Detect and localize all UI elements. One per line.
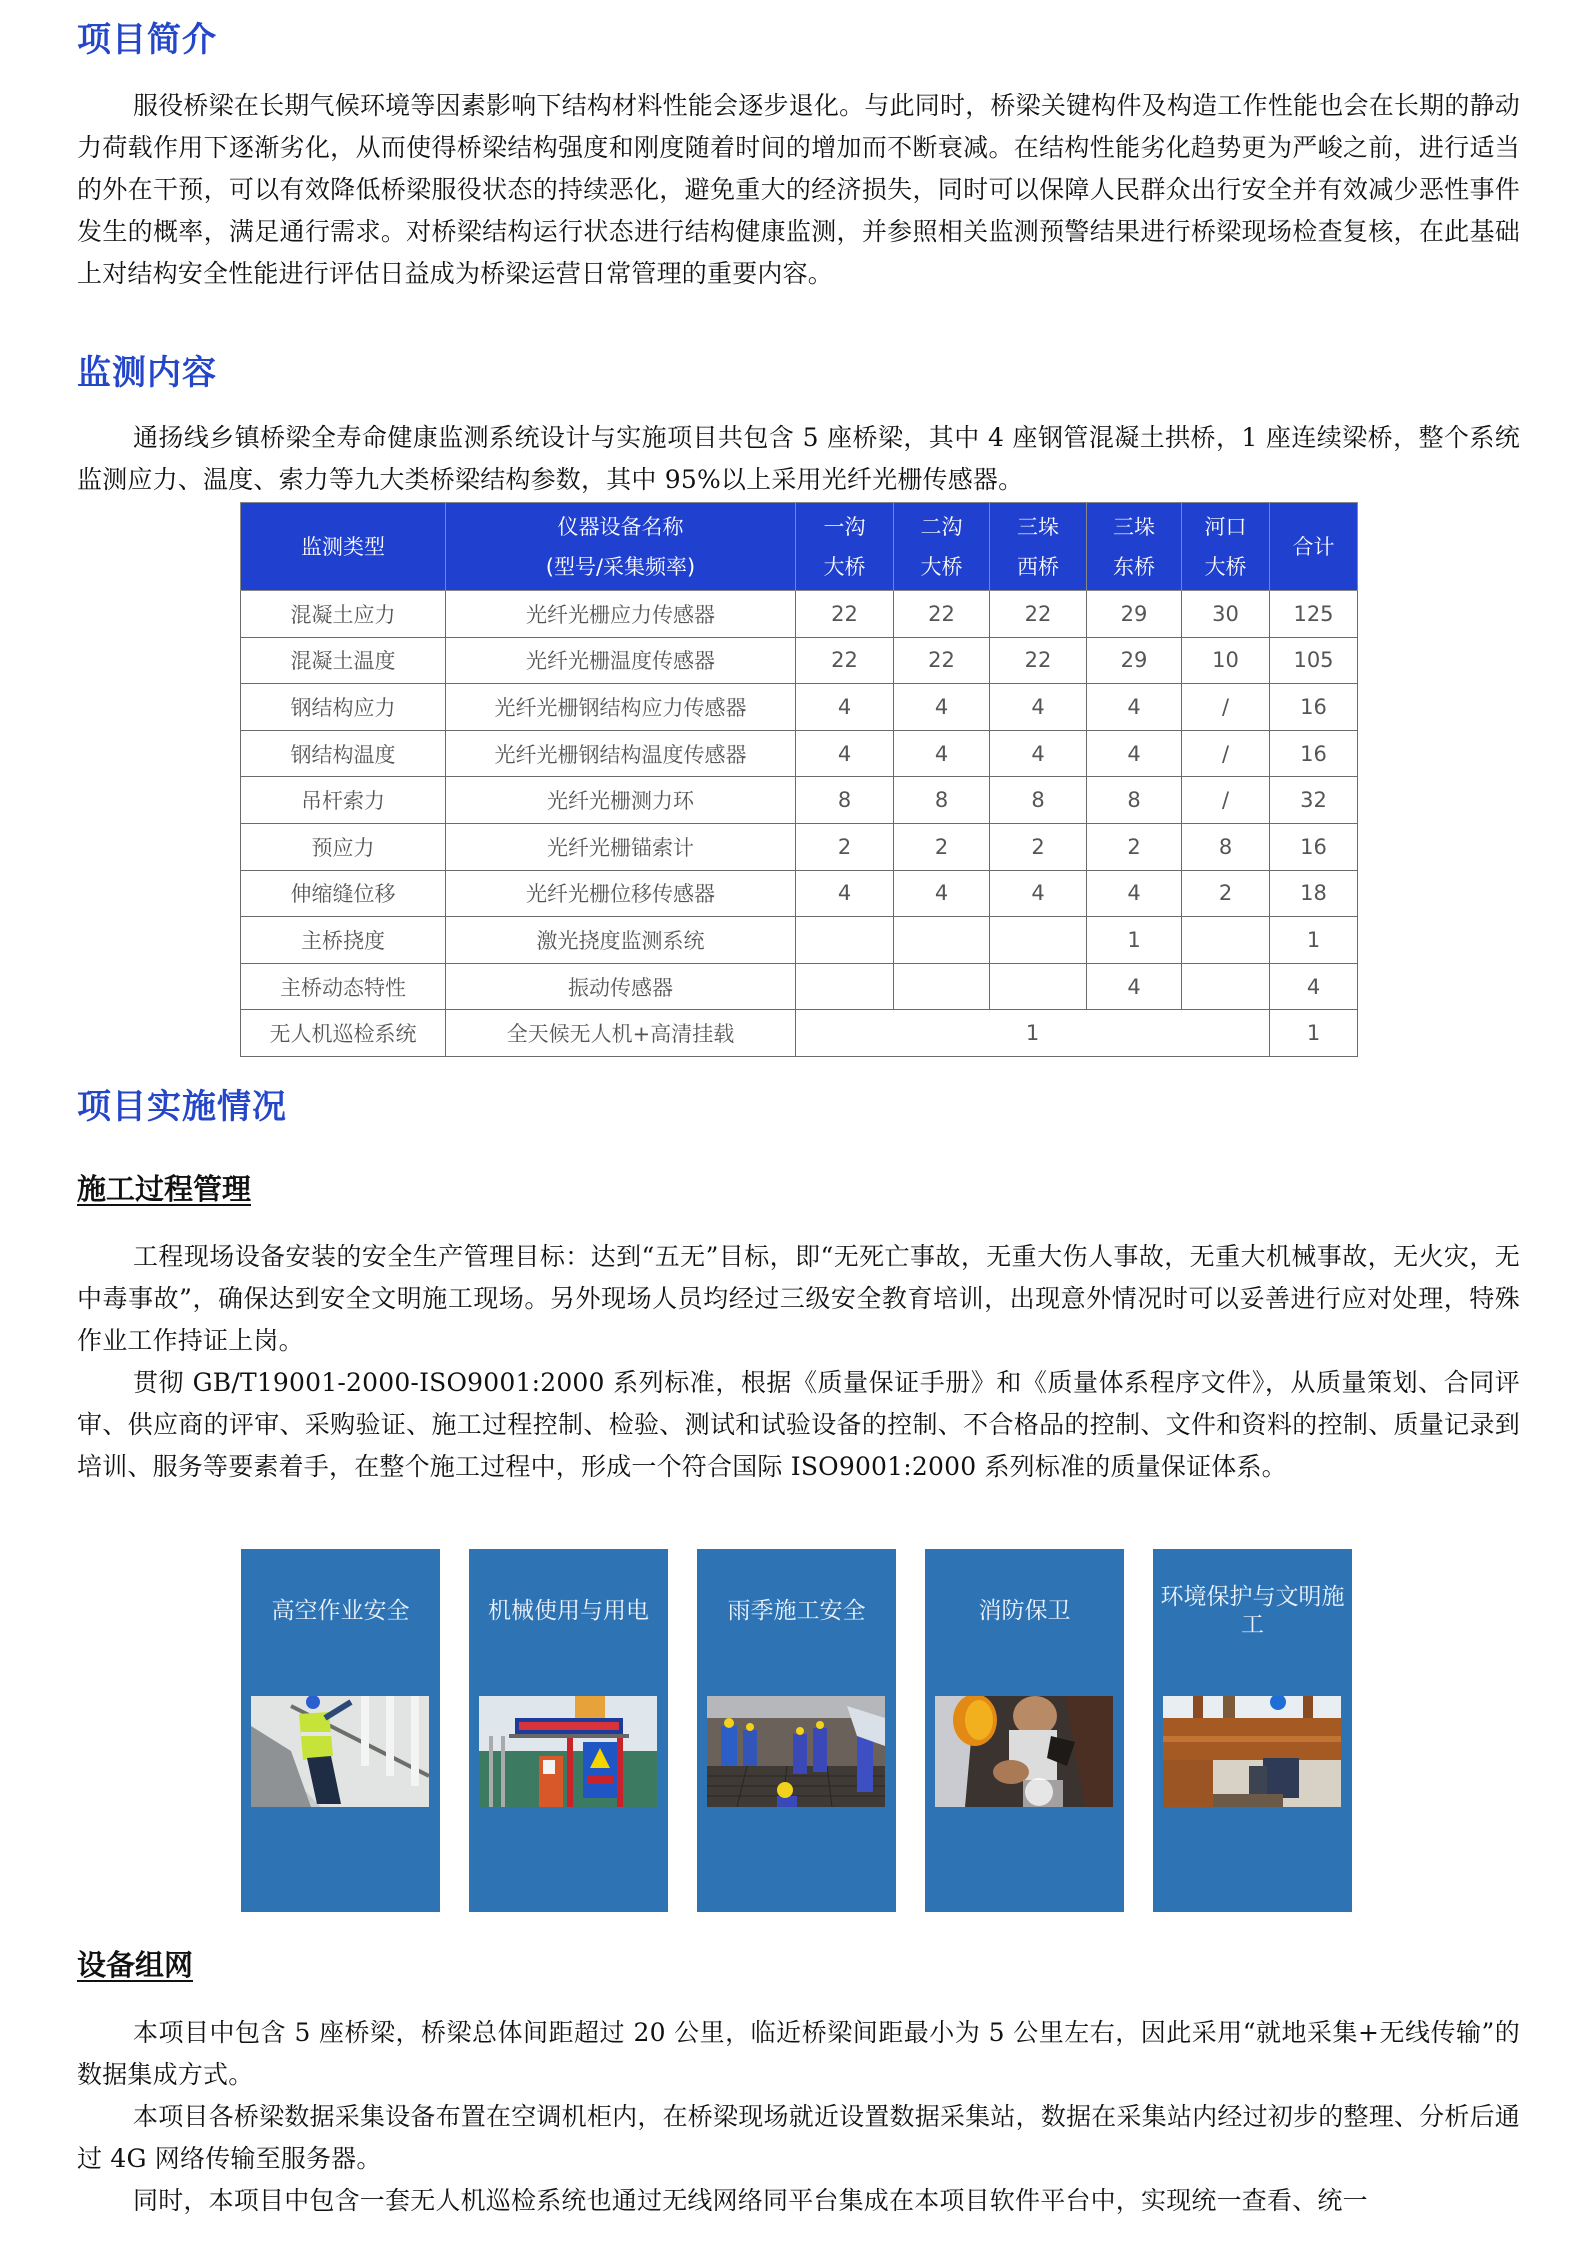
table-row xyxy=(241,684,1358,731)
cell-value: 8 xyxy=(990,777,1087,824)
panel-title: 消防保卫 xyxy=(978,1598,1071,1624)
cell-value: 4 xyxy=(1087,963,1182,1010)
header-bridge-2-line1: 二沟 xyxy=(920,514,963,539)
header-bridge-4-line1: 三垛 xyxy=(1113,514,1155,539)
monitoring-table xyxy=(240,502,1358,1057)
cell-type: 混凝土温度 xyxy=(241,637,446,684)
cell-total: 1 xyxy=(1270,917,1358,964)
cell-total: 1 xyxy=(1270,1010,1358,1057)
cell-value: 4 xyxy=(1087,870,1182,917)
cell-type: 主桥动态特性 xyxy=(241,963,446,1010)
header-bridge-1-line2: 大桥 xyxy=(823,554,866,579)
cell-value: 8 xyxy=(1182,823,1270,870)
panel-title: 高空作业安全 xyxy=(271,1598,410,1624)
construction-paragraph-2: 贯彻 GB/T19001-2000-ISO9001:2000 系列标准，根据《质量保证手册》和《质量体系程序文件》，从质量策划、合同评审、供应商的评审、采购验证、施工过程控制、检验、测试和试验设备的控制、不合格品的控制、文件和资料的控制、质量记录到培训、服务等要素着手，在整个施工过程中，形成一个符合国际 ISO9001:2000 系列标准的质量保证体系。 xyxy=(77,1368,1520,1481)
cell-value: 4 xyxy=(1087,684,1182,731)
cell-merged-value: 1 xyxy=(796,1010,1270,1057)
cell-value: 8 xyxy=(894,777,990,824)
section-title-intro: 项目简介 xyxy=(77,20,217,60)
cell-value: 1 xyxy=(1087,917,1182,964)
cell-value: 4 xyxy=(990,684,1087,731)
cell-total: 4 xyxy=(1270,963,1358,1010)
table-row xyxy=(241,777,1358,824)
cell-value xyxy=(1182,917,1270,964)
cell-device: 光纤光栅钢结构温度传感器 xyxy=(446,730,796,777)
cell-value: 2 xyxy=(796,823,894,870)
header-bridge-2 xyxy=(894,503,990,591)
cell-device: 激光挠度监测系统 xyxy=(446,917,796,964)
cell-value: 4 xyxy=(1087,730,1182,777)
cell-value: 4 xyxy=(894,730,990,777)
machinery-electric-panel xyxy=(469,1549,668,1912)
header-bridge-5-line2: 大桥 xyxy=(1204,554,1247,579)
table-row xyxy=(241,730,1358,777)
table-header-row xyxy=(241,503,1358,591)
header-device xyxy=(446,503,796,591)
cell-value xyxy=(894,917,990,964)
electrical-booth-photo xyxy=(479,1696,657,1807)
subsection-title-network: 设备组网 xyxy=(77,1948,194,1982)
construction-paragraph-1: 工程现场设备安装的安全生产管理目标：达到“五无”目标，即“无死亡事故，无重大伤人事故，无重大机械事故，无火灾，无中毒事故”，确保达到安全文明施工现场。另外现场人员均经过三级安全教育培训，出现意外情况时可以妥善进行应对处理，特殊作业工作持证上岗。 xyxy=(77,1242,1520,1355)
cell-total: 18 xyxy=(1270,870,1358,917)
cell-total: 16 xyxy=(1270,730,1358,777)
cell-device: 光纤光栅位移传感器 xyxy=(446,870,796,917)
cell-type: 主桥挠度 xyxy=(241,917,446,964)
cell-value: 29 xyxy=(1087,591,1182,638)
cell-value: 2 xyxy=(894,823,990,870)
cell-value: 8 xyxy=(796,777,894,824)
header-bridge-3-line1: 三垛 xyxy=(1017,514,1059,539)
cell-total: 105 xyxy=(1270,637,1358,684)
network-paragraph-2: 本项目各桥梁数据采集设备布置在空调机柜内，在桥梁现场就近设置数据采集站，数据在采集站内经过初步的整理、分析后通过 4G 网络传输至服务器。 xyxy=(77,2102,1520,2173)
table-row xyxy=(241,917,1358,964)
cell-type: 钢结构应力 xyxy=(241,684,446,731)
cell-type: 钢结构温度 xyxy=(241,730,446,777)
cell-value: 4 xyxy=(990,870,1087,917)
header-total: 合计 xyxy=(1270,503,1358,591)
cell-value: 4 xyxy=(990,730,1087,777)
cell-value: 22 xyxy=(796,637,894,684)
safety-panel xyxy=(241,1549,440,1912)
fire-security-panel xyxy=(925,1549,1124,1912)
cell-value: 22 xyxy=(894,637,990,684)
cell-value: 4 xyxy=(796,870,894,917)
cell-value xyxy=(1182,963,1270,1010)
cell-total: 32 xyxy=(1270,777,1358,824)
section-title-implementation: 项目实施情况 xyxy=(77,1087,287,1127)
cell-value: 4 xyxy=(894,684,990,731)
panel-title: 机械使用与用电 xyxy=(488,1598,649,1624)
cell-value: 4 xyxy=(894,870,990,917)
rain-construction-photo xyxy=(707,1696,885,1807)
header-bridge-3-line2: 西桥 xyxy=(1017,554,1059,579)
cell-type: 吊杆索力 xyxy=(241,777,446,824)
subsection-title-construction: 施工过程管理 xyxy=(77,1172,252,1206)
header-bridge-2-line2: 大桥 xyxy=(920,554,963,579)
cell-value: 2 xyxy=(1182,870,1270,917)
cell-value: 10 xyxy=(1182,637,1270,684)
cell-value: 22 xyxy=(796,591,894,638)
cell-value: 8 xyxy=(1087,777,1182,824)
intro-paragraph: 服役桥梁在长期气候环境等因素影响下结构材料性能会逐步退化。与此同时，桥梁关键构件及构造工作性能也会在长期的静动力荷载作用下逐渐劣化，从而使得桥梁结构强度和刚度随着时间的增加而不断衰减。在结构性能劣化趋势更为严峻之前，进行适当的外在干预，可以有效降低桥梁服役状态的持续恶化，避免重大的经济损失，同时可以保障人民群众出行安全并有效减少恶性事件发生的概率，满足通行需求。对桥梁结构运行状态进行结构健康监测，并参照相关监测预警结果进行桥梁现场检查复核，在此基础上对结构安全性能进行评估日益成为桥梁运营日常管理的重要内容。 xyxy=(77,91,1520,288)
cell-value: 4 xyxy=(796,730,894,777)
network-paragraph-1: 本项目中包含 5 座桥梁，桥梁总体间距超过 20 公里，临近桥梁间距最小为 5 公里左右，因此采用“就地采集+无线传输”的数据集成方式。 xyxy=(77,2018,1520,2089)
header-device-line2: (型号/采集频率) xyxy=(545,554,696,579)
header-bridge-3 xyxy=(990,503,1087,591)
cell-value: 29 xyxy=(1087,637,1182,684)
cell-total: 16 xyxy=(1270,823,1358,870)
header-bridge-1 xyxy=(796,503,894,591)
header-bridge-1-line1: 一沟 xyxy=(823,514,866,539)
cell-device: 光纤光栅应力传感器 xyxy=(446,591,796,638)
environment-panel xyxy=(1153,1549,1352,1912)
table-row xyxy=(241,1010,1358,1057)
worker-on-bridge-photo xyxy=(251,1696,429,1807)
cell-value xyxy=(894,963,990,1010)
table-row xyxy=(241,870,1358,917)
cell-value xyxy=(796,963,894,1010)
cell-value: 22 xyxy=(990,637,1087,684)
header-bridge-5 xyxy=(1182,503,1270,591)
header-type: 监测类型 xyxy=(241,503,446,591)
table-row xyxy=(241,823,1358,870)
cell-value xyxy=(796,917,894,964)
cell-value: 2 xyxy=(990,823,1087,870)
cell-device: 光纤光栅测力环 xyxy=(446,777,796,824)
cell-value xyxy=(990,917,1087,964)
cell-total: 125 xyxy=(1270,591,1358,638)
steel-beam-photo xyxy=(1163,1696,1341,1807)
cell-device: 光纤光栅锚索计 xyxy=(446,823,796,870)
panel-title: 环境保护与文明施工 xyxy=(1160,1584,1345,1638)
cell-device: 光纤光栅温度传感器 xyxy=(446,637,796,684)
cell-value: / xyxy=(1182,777,1270,824)
cell-value: 22 xyxy=(990,591,1087,638)
cell-device: 全天候无人机+高清挂载 xyxy=(446,1010,796,1057)
cell-type: 无人机巡检系统 xyxy=(241,1010,446,1057)
cell-device: 振动传感器 xyxy=(446,963,796,1010)
welding-photo xyxy=(935,1696,1113,1807)
cell-type: 伸缩缝位移 xyxy=(241,870,446,917)
section-title-monitoring: 监测内容 xyxy=(77,353,217,393)
cell-value xyxy=(990,963,1087,1010)
cell-value: 22 xyxy=(894,591,990,638)
header-bridge-5-line1: 河口 xyxy=(1204,514,1247,539)
cell-device: 光纤光栅钢结构应力传感器 xyxy=(446,684,796,731)
cell-total: 16 xyxy=(1270,684,1358,731)
header-device-line1: 仪器设备名称 xyxy=(557,514,684,539)
cell-value: / xyxy=(1182,684,1270,731)
cell-type: 混凝土应力 xyxy=(241,591,446,638)
table-row xyxy=(241,591,1358,638)
cell-value: / xyxy=(1182,730,1270,777)
cell-type: 预应力 xyxy=(241,823,446,870)
table-row xyxy=(241,963,1358,1010)
rainy-season-panel xyxy=(697,1549,896,1912)
table-row xyxy=(241,637,1358,684)
header-bridge-4-line2: 东桥 xyxy=(1113,554,1155,579)
header-bridge-4 xyxy=(1087,503,1182,591)
network-paragraph-3: 同时，本项目中包含一套无人机巡检系统也通过无线网络同平台集成在本项目软件平台中，实现统一查看、统一 xyxy=(133,2186,1368,2215)
panel-title: 雨季施工安全 xyxy=(727,1598,866,1624)
cell-value: 4 xyxy=(796,684,894,731)
cell-value: 30 xyxy=(1182,591,1270,638)
cell-value: 2 xyxy=(1087,823,1182,870)
monitoring-paragraph: 通扬线乡镇桥梁全寿命健康监测系统设计与实施项目共包含 5 座桥梁，其中 4 座钢管混凝土拱桥，1 座连续梁桥，整个系统监测应力、温度、索力等九大类桥梁结构参数，其中 95%以上采用光纤光栅传感器。 xyxy=(77,423,1520,494)
